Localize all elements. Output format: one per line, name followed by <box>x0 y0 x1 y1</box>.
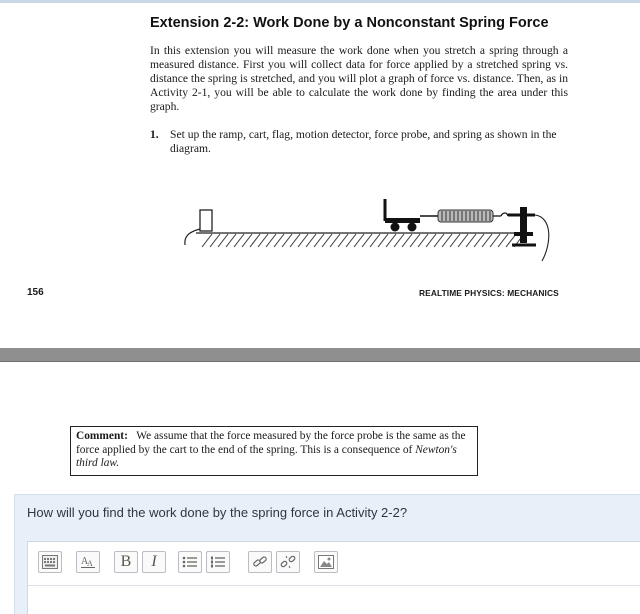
question-text: How will you find the work done by the spring force in Activity 2-2? <box>27 505 408 520</box>
ramp-hatching <box>202 234 524 247</box>
italic-label: I <box>151 553 157 570</box>
insert-image-button[interactable] <box>314 551 338 573</box>
numbered-list-button[interactable] <box>206 551 230 573</box>
probe-cable <box>535 215 549 261</box>
font-style-button[interactable] <box>76 551 100 573</box>
format-menu-button[interactable] <box>38 551 62 573</box>
detector-cable <box>185 229 200 245</box>
textbook-page <box>0 3 640 348</box>
extension-title: Extension 2-2: Work Done by a Nonconstant Spring Force <box>150 15 549 31</box>
editor-toolbar <box>28 542 640 586</box>
insert-link-button[interactable] <box>248 551 272 573</box>
bold-button[interactable] <box>114 551 138 573</box>
page-separator <box>0 348 640 362</box>
running-head: REALTIME PHYSICS: MECHANICS <box>419 288 559 298</box>
page-number: 156 <box>27 287 44 298</box>
cart-body <box>385 218 420 223</box>
comment-box <box>70 426 478 476</box>
question-panel <box>14 494 640 614</box>
comment-emphasis: Newton's third law. <box>76 443 457 470</box>
motion-detector <box>200 210 212 231</box>
step-number: 1. <box>150 128 159 141</box>
keyboard-icon <box>42 555 58 569</box>
bullet-list-button[interactable] <box>178 551 202 573</box>
answer-text-area[interactable] <box>28 587 640 614</box>
bullet-list-icon <box>182 555 198 569</box>
image-icon <box>318 555 334 569</box>
comment-text: We assume that the force measured by the force probe is the same as the force applied by the cart to the end of the spring. This is a consequence of <box>76 430 466 456</box>
italic-button[interactable] <box>142 551 166 573</box>
apparatus-diagram <box>180 199 560 271</box>
cart-wheel <box>391 223 400 232</box>
cart-wheel <box>408 223 417 232</box>
probe-clamp <box>514 232 533 236</box>
step-text: Set up the ramp, cart, flag, motion detector, force probe, and spring as shown in the diagram. <box>170 128 557 155</box>
font-color-icon <box>80 555 96 569</box>
link-icon <box>252 555 268 569</box>
force-probe <box>520 207 527 243</box>
unlink-icon <box>280 555 296 569</box>
extension-body: In this extension you will measure the work done when you stretch a spring through a measured distance. First you will collect data for force applied by a stretched spring vs. distance the spring is stretched, and you will plot a graph of force vs. distance. Then, as in Activity 2-1, you will be able to calculate the work done by finding the area under this graph. <box>150 44 568 113</box>
answer-editor[interactable] <box>27 541 640 614</box>
remove-link-button[interactable] <box>276 551 300 573</box>
spring-hook <box>493 213 508 216</box>
comment-label: Comment: <box>76 430 128 442</box>
bold-label: B <box>120 553 132 570</box>
numbered-list-icon <box>210 555 226 569</box>
svg-text:A: A <box>81 556 89 567</box>
svg-text:A: A <box>87 559 93 568</box>
